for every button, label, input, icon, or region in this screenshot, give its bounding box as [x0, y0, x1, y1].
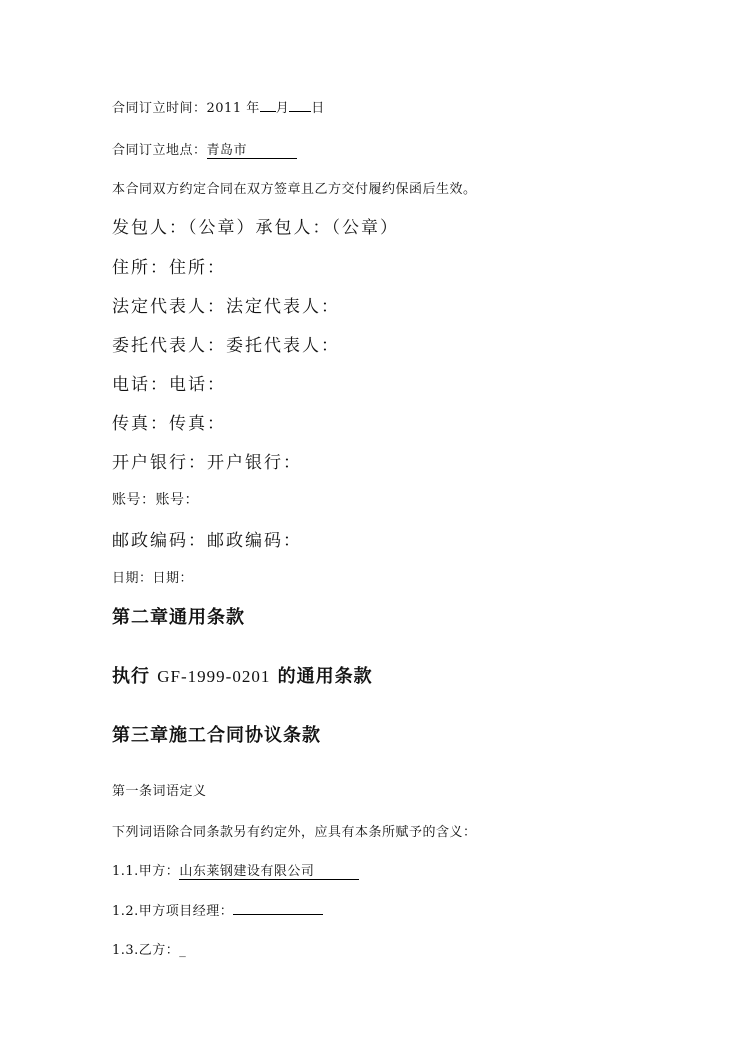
- def-1-1-text: 山东莱钢建设有限公司: [179, 864, 315, 879]
- party-line-seal: 发包人：（公章）承包人：（公章）: [112, 218, 399, 238]
- party-line-bank: 开户银行：开户银行：: [112, 453, 302, 473]
- month-label: 月: [275, 101, 290, 116]
- party-line-postcode: 邮政编码：邮政编码：: [112, 531, 302, 551]
- party-line-authorized-rep: 委托代表人：委托代表人：: [112, 336, 340, 356]
- party-line-legal-rep: 法定代表人：法定代表人：: [112, 297, 340, 317]
- def-1-1-value: [179, 860, 359, 880]
- party-line-phone: 电话：电话：: [112, 375, 226, 395]
- party-line-fax: 传真：传真：: [112, 414, 226, 434]
- article1-title: 第一条词语定义: [112, 784, 207, 799]
- contract-place-line: [112, 139, 297, 159]
- exec-code: GF-1999-0201: [157, 667, 271, 686]
- party-line-date: 日期：日期：: [112, 571, 194, 586]
- day-label: 日: [311, 101, 325, 116]
- party-line-account: 账号：账号：: [112, 492, 199, 508]
- def-1-2-blank: [233, 902, 323, 915]
- def-1-2-label: 1.2.甲方项目经理：: [112, 904, 234, 919]
- contract-date-line: [112, 97, 325, 116]
- day-blank: [289, 99, 311, 112]
- exec-suffix: 的通用条款: [277, 666, 373, 687]
- contract-place-text: 青岛市: [206, 143, 248, 158]
- def-1-1-label: 1.1.甲方：: [112, 864, 180, 879]
- chapter3-title: 第三章施工合同协议条款: [112, 725, 321, 746]
- definitions-intro: 下列词语除合同条款另有约定外，应具有本条所赋予的含义：: [112, 825, 477, 840]
- contract-place-label: 合同订立地点：: [112, 143, 207, 158]
- exec-prefix: 执行: [112, 666, 150, 687]
- contract-date-label: 合同订立时间：2011 年: [112, 101, 260, 116]
- def-1-1-line: [112, 860, 359, 880]
- chapter2-exec-line: [112, 662, 373, 688]
- chapter2-title: 第二章通用条款: [112, 607, 245, 628]
- month-blank: [260, 99, 276, 112]
- effective-note: 本合同双方约定合同在双方签章且乙方交付履约保函后生效。: [112, 182, 477, 197]
- def-1-3-line: 1.3.乙方：_: [112, 943, 187, 958]
- party-line-address: 住所：住所：: [112, 258, 226, 278]
- def-1-2-line: [112, 900, 323, 919]
- contract-place-value: [207, 139, 297, 159]
